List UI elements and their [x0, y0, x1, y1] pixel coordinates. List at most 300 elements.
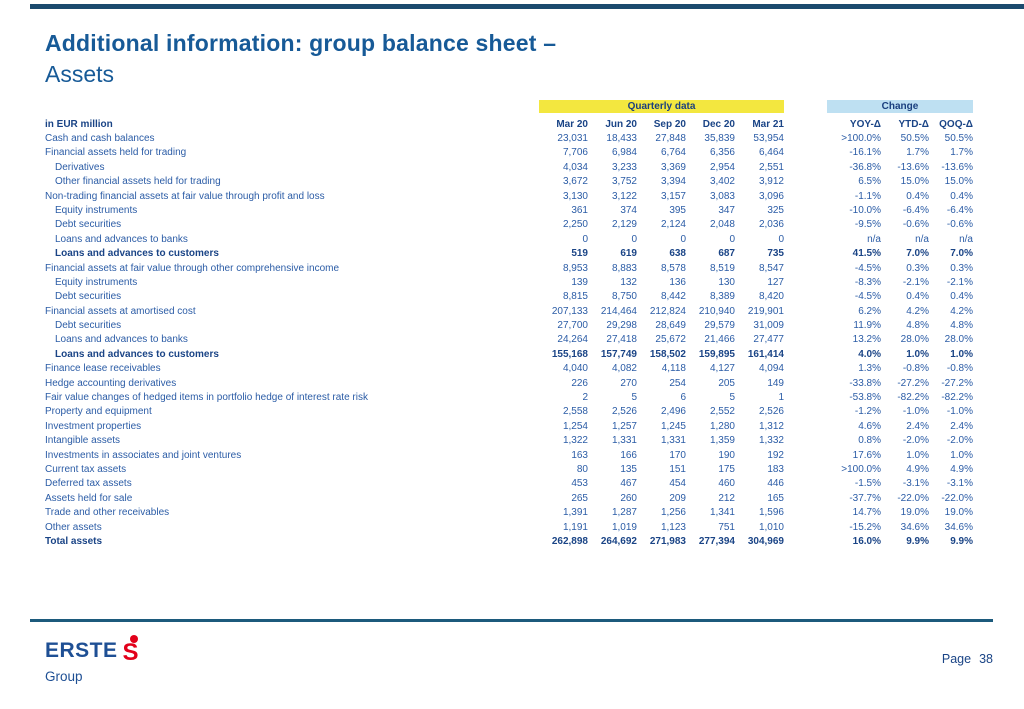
- ytd-change-value: -2.0%: [902, 435, 929, 447]
- ytd-change-value: 4.9%: [906, 463, 929, 475]
- table-row: [45, 420, 975, 434]
- yoy-change-value: 1.3%: [858, 363, 881, 375]
- quarter-value: 1: [778, 392, 784, 404]
- page-title-line2: Assets: [45, 61, 115, 88]
- quarter-value: 209: [669, 492, 686, 504]
- quarter-value: 0: [680, 233, 686, 245]
- ytd-change-value: 1.7%: [906, 147, 929, 159]
- quarter-value: 271,983: [649, 535, 686, 547]
- row-label: Current tax assets: [45, 463, 127, 475]
- row-label: Financial assets at fair value through other comprehensive income: [45, 262, 340, 274]
- column-gap: [784, 535, 827, 549]
- quarter-value: 6,984: [611, 147, 637, 159]
- row-label: Non-trading financial assets at fair value through profit and loss: [45, 190, 325, 202]
- quarter-value: 2,250: [562, 219, 588, 231]
- row-label: Debt securities: [55, 291, 122, 303]
- column-header-yoy: YOY-Δ: [849, 119, 881, 130]
- quarter-value: 31,009: [753, 320, 784, 332]
- ytd-change-value: 2.4%: [906, 420, 929, 432]
- ytd-change-value: 0.3%: [906, 262, 929, 274]
- page-number-value: 38: [979, 652, 993, 666]
- yoy-change-value: 6.5%: [858, 176, 881, 188]
- table-row: [45, 434, 975, 448]
- column-gap: [784, 218, 827, 232]
- yoy-change-value: 14.7%: [852, 507, 881, 519]
- yoy-change-value: >100.0%: [841, 133, 881, 144]
- qoq-change-value: 19.0%: [944, 507, 973, 519]
- column-gap: [784, 175, 827, 189]
- quarter-value: 1,332: [758, 435, 784, 447]
- qoq-change-value: 0.4%: [950, 291, 973, 303]
- column-gap: [784, 204, 827, 218]
- ytd-change-value: 1.0%: [906, 348, 929, 360]
- column-header-mar20: Mar 20: [556, 119, 588, 130]
- quarter-value: 219,901: [747, 305, 784, 317]
- quarter-value: 183: [767, 463, 784, 475]
- quarter-value: 361: [571, 204, 588, 216]
- ytd-change-value: 4.8%: [906, 320, 929, 332]
- quarter-value: 127: [767, 276, 784, 288]
- ytd-change-value: 0.4%: [906, 291, 929, 303]
- quarter-value: 2,048: [709, 219, 735, 231]
- quarter-value: 277,394: [698, 535, 735, 547]
- yoy-change-value: 4.0%: [858, 348, 881, 360]
- yoy-change-value: 0.8%: [858, 435, 881, 447]
- quarterly-data-band: Quarterly data: [539, 100, 784, 113]
- yoy-change-value: 11.9%: [853, 320, 881, 332]
- quarter-value: 270: [620, 377, 637, 389]
- quarter-value: 28,649: [655, 320, 686, 332]
- quarter-value: 1,245: [660, 420, 686, 432]
- column-gap: [784, 247, 827, 261]
- ytd-change-value: 1.0%: [906, 449, 929, 461]
- row-label: Loans and advances to banks: [55, 233, 188, 245]
- ytd-change-value: -27.2%: [897, 377, 929, 389]
- quarter-value: 27,418: [606, 334, 637, 346]
- quarter-value: 3,083: [709, 190, 735, 202]
- row-label: Debt securities: [55, 320, 122, 332]
- yoy-change-value: 41.5%: [852, 248, 881, 260]
- column-gap: [784, 276, 827, 290]
- quarter-value: 158,502: [649, 348, 686, 360]
- row-label: Fair value changes of hedged items in portfolio hedge of interest rate risk: [45, 392, 368, 404]
- quarter-value: 3,130: [562, 190, 588, 202]
- qoq-change-value: 28.0%: [944, 334, 973, 346]
- quarter-value: 8,883: [611, 262, 637, 274]
- row-label: Derivatives: [55, 161, 105, 173]
- row-label: Investment properties: [45, 420, 142, 432]
- qoq-change-value: -82.2%: [941, 392, 973, 404]
- quarter-value: 304,969: [747, 535, 784, 547]
- column-header-dec20: Dec 20: [702, 119, 735, 130]
- quarter-value: 4,127: [709, 363, 735, 375]
- table-row: [45, 405, 975, 419]
- quarter-value: 8,442: [660, 291, 686, 303]
- footer-rule: [30, 619, 993, 622]
- quarter-value: 157,749: [600, 348, 637, 360]
- quarter-value: 210,940: [698, 305, 735, 317]
- column-gap: [784, 305, 827, 319]
- balance-sheet-table: [45, 100, 975, 549]
- yoy-change-value: -1.5%: [854, 478, 881, 490]
- quarter-value: 751: [718, 521, 735, 533]
- row-label: Financial assets held for trading: [45, 147, 187, 159]
- quarter-value: 27,700: [557, 320, 588, 332]
- qoq-change-value: -1.0%: [946, 406, 973, 418]
- table-row: [45, 521, 975, 535]
- qoq-change-value: -6.4%: [946, 204, 973, 216]
- yoy-change-value: -8.3%: [854, 276, 881, 288]
- quarter-value: 2,124: [660, 219, 686, 231]
- quarter-value: 6,464: [758, 147, 784, 159]
- ytd-change-value: -0.8%: [902, 363, 929, 375]
- yoy-change-value: >100.0%: [841, 463, 881, 475]
- quarter-value: 27,477: [753, 334, 784, 346]
- quarter-value: 260: [620, 492, 637, 504]
- quarter-value: 1,123: [660, 521, 686, 533]
- quarter-value: 325: [767, 204, 784, 216]
- quarter-value: 1,191: [562, 521, 588, 533]
- ytd-change-value: -0.6%: [902, 219, 929, 231]
- page-title-line1: Additional information: group balance sheet –: [45, 30, 557, 56]
- ytd-change-value: 28.0%: [900, 334, 929, 346]
- quarter-value: 165: [767, 492, 784, 504]
- quarter-value: 192: [767, 449, 784, 461]
- quarter-value: 3,672: [562, 176, 588, 188]
- quarter-value: 136: [669, 276, 686, 288]
- quarter-value: 190: [718, 449, 735, 461]
- yoy-change-value: -9.5%: [854, 219, 881, 231]
- qoq-change-value: 4.2%: [950, 305, 973, 317]
- column-gap: [784, 290, 827, 304]
- quarter-value: 1,256: [660, 507, 686, 519]
- quarter-value: 25,672: [655, 334, 686, 346]
- quarter-value: 454: [669, 478, 686, 490]
- quarter-value: 374: [620, 204, 637, 216]
- yoy-change-value: 4.6%: [858, 420, 881, 432]
- quarter-value: 4,094: [758, 363, 784, 375]
- quarter-value: 2,954: [709, 161, 735, 173]
- quarter-value: 80: [576, 463, 588, 475]
- row-label: Cash and cash balances: [45, 133, 155, 144]
- qoq-change-value: 2.4%: [950, 420, 973, 432]
- row-label: Equity instruments: [55, 204, 138, 216]
- quarter-value: 1,331: [611, 435, 637, 447]
- quarter-value: 3,752: [611, 176, 637, 188]
- change-band: Change: [827, 100, 973, 113]
- table-row: [45, 262, 975, 276]
- row-label: Trade and other receivables: [45, 507, 170, 519]
- quarter-value: 1,010: [758, 521, 784, 533]
- table-row: [45, 218, 975, 232]
- quarter-value: 6: [680, 392, 686, 404]
- column-gap: [784, 477, 827, 491]
- row-label: Other financial assets held for trading: [55, 176, 221, 188]
- column-gap: [784, 233, 827, 247]
- quarter-value: 3,912: [758, 176, 784, 188]
- row-label: Hedge accounting derivatives: [45, 377, 177, 389]
- table-row: [45, 305, 975, 319]
- unit-label: in EUR million: [45, 119, 113, 130]
- ytd-change-value: -13.6%: [897, 161, 929, 173]
- quarter-value: 1,019: [611, 521, 637, 533]
- column-header-sep20: Sep 20: [653, 119, 686, 130]
- yoy-change-value: -33.8%: [849, 377, 881, 389]
- quarter-value: 264,692: [600, 535, 637, 547]
- quarter-value: 8,389: [709, 291, 735, 303]
- column-gap: [784, 362, 827, 376]
- quarter-value: 1,257: [611, 420, 637, 432]
- erste-logo-subtext: Group: [45, 669, 83, 684]
- table-row: [45, 463, 975, 477]
- quarter-value: 130: [718, 276, 735, 288]
- qoq-change-value: 4.8%: [950, 320, 973, 332]
- qoq-change-value: -2.0%: [946, 435, 973, 447]
- quarter-value: 1,287: [611, 507, 637, 519]
- column-gap: [784, 117, 827, 132]
- row-label: Loans and advances to customers: [55, 348, 219, 360]
- yoy-change-value: 16.0%: [852, 535, 881, 547]
- table-row: [45, 506, 975, 520]
- yoy-change-value: 17.6%: [852, 449, 881, 461]
- quarter-value: 2,036: [758, 219, 784, 231]
- quarter-value: 1,341: [709, 507, 735, 519]
- quarter-value: 6,764: [660, 147, 686, 159]
- quarter-value: 4,040: [562, 363, 588, 375]
- qoq-change-value: 4.9%: [950, 463, 973, 475]
- qoq-change-value: 0.3%: [950, 262, 973, 274]
- quarter-value: 1,322: [562, 435, 588, 447]
- quarter-value: 2,526: [758, 406, 784, 418]
- qoq-change-value: 34.6%: [944, 521, 973, 533]
- ytd-change-value: -2.1%: [902, 276, 929, 288]
- quarter-value: 8,420: [758, 291, 784, 303]
- quarter-value: 1,391: [562, 507, 588, 519]
- quarter-value: 6,356: [709, 147, 735, 159]
- quarter-value: 139: [571, 276, 588, 288]
- quarter-value: 619: [620, 248, 637, 260]
- table-row: [45, 449, 975, 463]
- qoq-change-value: -2.1%: [946, 276, 973, 288]
- ytd-change-value: 7.0%: [906, 248, 929, 260]
- qoq-change-value: -13.6%: [941, 161, 973, 173]
- table-row: [45, 377, 975, 391]
- yoy-change-value: -15.2%: [849, 521, 881, 533]
- yoy-change-value: 13.2%: [852, 334, 881, 346]
- quarter-value: 53,954: [753, 133, 784, 144]
- quarter-value: 446: [767, 478, 784, 490]
- qoq-change-value: 1.7%: [950, 147, 973, 159]
- row-label: Loans and advances to customers: [55, 248, 219, 260]
- qoq-change-value: 50.5%: [944, 133, 973, 144]
- quarter-value: 21,466: [704, 334, 735, 346]
- column-gap: [784, 132, 827, 146]
- quarter-value: 226: [571, 377, 588, 389]
- quarter-value: 5: [631, 392, 637, 404]
- erste-group-logo: [45, 640, 146, 684]
- table-row: [45, 290, 975, 304]
- yoy-change-value: -1.1%: [854, 190, 881, 202]
- row-label: Loans and advances to banks: [55, 334, 188, 346]
- page-number: [942, 652, 993, 666]
- table-row: [45, 146, 975, 160]
- quarter-value: 29,579: [704, 320, 735, 332]
- page-title: [45, 28, 556, 90]
- row-label: Intangible assets: [45, 435, 121, 447]
- quarter-value: 205: [718, 377, 735, 389]
- quarter-value: 3,233: [611, 161, 637, 173]
- ytd-change-value: -6.4%: [902, 204, 929, 216]
- quarter-value: 1,331: [660, 435, 686, 447]
- yoy-change-value: 6.2%: [858, 305, 881, 317]
- column-gap: [784, 333, 827, 347]
- quarter-value: 212: [718, 492, 735, 504]
- row-label: Other assets: [45, 521, 102, 533]
- row-label: Debt securities: [55, 219, 122, 231]
- row-label: Financial assets at amortised cost: [45, 305, 196, 317]
- table-row: [45, 161, 975, 175]
- row-label: Finance lease receivables: [45, 363, 161, 375]
- quarter-value: 1,280: [709, 420, 735, 432]
- column-gap: [784, 377, 827, 391]
- ytd-change-value: -82.2%: [897, 392, 929, 404]
- quarter-value: 3,122: [611, 190, 637, 202]
- quarter-value: 4,034: [562, 161, 588, 173]
- yoy-change-value: -4.5%: [854, 262, 881, 274]
- table-row: [45, 247, 975, 261]
- table-row: [45, 233, 975, 247]
- quarter-value: 2: [582, 392, 588, 404]
- quarter-value: 214,464: [600, 305, 637, 317]
- quarter-value: 8,547: [758, 262, 784, 274]
- table-row: [45, 348, 975, 362]
- table-row: [45, 190, 975, 204]
- column-header-ytd: YTD-Δ: [898, 119, 929, 130]
- quarter-value: 460: [718, 478, 735, 490]
- qoq-change-value: 9.9%: [950, 535, 973, 547]
- quarter-value: 159,895: [698, 348, 735, 360]
- quarter-value: 0: [729, 233, 735, 245]
- column-gap: [784, 521, 827, 535]
- column-gap: [784, 405, 827, 419]
- group-header-row: [45, 100, 975, 113]
- table-row: [45, 492, 975, 506]
- qoq-change-value: -3.1%: [946, 478, 973, 490]
- table-row: [45, 362, 975, 376]
- table-row: [45, 477, 975, 491]
- quarter-value: 35,839: [704, 133, 735, 144]
- quarter-value: 3,394: [660, 176, 686, 188]
- quarter-value: 163: [571, 449, 588, 461]
- quarter-value: 0: [778, 233, 784, 245]
- quarter-value: 29,298: [606, 320, 637, 332]
- qoq-change-value: 1.0%: [950, 348, 973, 360]
- erste-logo-text: ERSTE: [45, 639, 118, 662]
- quarter-value: 395: [669, 204, 686, 216]
- row-label: Property and equipment: [45, 406, 152, 418]
- quarter-value: 2,552: [709, 406, 735, 418]
- column-gap: [784, 434, 827, 448]
- yoy-change-value: -36.8%: [849, 161, 881, 173]
- quarter-value: 5: [729, 392, 735, 404]
- table-row: [45, 319, 975, 333]
- column-header-row: [45, 117, 975, 132]
- quarter-value: 2,496: [660, 406, 686, 418]
- quarter-value: 8,953: [562, 262, 588, 274]
- quarter-value: 1,359: [709, 435, 735, 447]
- quarter-value: 166: [620, 449, 637, 461]
- quarter-value: 161,414: [747, 348, 784, 360]
- quarter-value: 135: [620, 463, 637, 475]
- column-gap: [784, 146, 827, 160]
- column-gap: [784, 420, 827, 434]
- quarter-value: 151: [669, 463, 686, 475]
- table-row: [45, 276, 975, 290]
- row-label: Assets held for sale: [45, 492, 133, 504]
- ytd-change-value: 19.0%: [900, 507, 929, 519]
- quarter-value: 735: [767, 248, 784, 260]
- table-row: [45, 391, 975, 405]
- quarter-value: 347: [718, 204, 735, 216]
- column-header-qoq: QOQ-Δ: [939, 119, 973, 130]
- quarter-value: 453: [571, 478, 588, 490]
- column-gap: [784, 161, 827, 175]
- row-label: Investments in associates and joint ventures: [45, 449, 242, 461]
- quarter-value: 7,706: [562, 147, 588, 159]
- quarter-value: 175: [718, 463, 735, 475]
- qoq-change-value: -0.6%: [946, 219, 973, 231]
- quarter-value: 3,369: [660, 161, 686, 173]
- quarter-value: 4,082: [611, 363, 637, 375]
- quarter-value: 3,096: [758, 190, 784, 202]
- quarter-value: 1,596: [758, 507, 784, 519]
- quarter-value: 519: [571, 248, 588, 260]
- quarter-value: 18,433: [606, 133, 637, 144]
- qoq-change-value: n/a: [959, 233, 973, 245]
- quarter-value: 212,824: [649, 305, 686, 317]
- yoy-change-value: -4.5%: [854, 291, 881, 303]
- ytd-change-value: 0.4%: [906, 190, 929, 202]
- qoq-change-value: -0.8%: [946, 363, 973, 375]
- column-gap: [784, 463, 827, 477]
- ytd-change-value: n/a: [915, 233, 929, 245]
- yoy-change-value: -53.8%: [849, 392, 881, 404]
- ytd-change-value: -22.0%: [897, 492, 929, 504]
- column-gap: [784, 319, 827, 333]
- column-gap: [784, 506, 827, 520]
- table-body: [45, 132, 975, 549]
- quarter-value: 3,402: [709, 176, 735, 188]
- ytd-change-value: 34.6%: [900, 521, 929, 533]
- quarter-value: 3,157: [660, 190, 686, 202]
- quarter-value: 0: [631, 233, 637, 245]
- quarter-value: 2,551: [758, 161, 784, 173]
- quarter-value: 207,133: [551, 305, 588, 317]
- quarter-value: 265: [571, 492, 588, 504]
- quarter-value: 2,129: [611, 219, 637, 231]
- quarter-value: 8,519: [709, 262, 735, 274]
- column-gap: [784, 449, 827, 463]
- yoy-change-value: -16.1%: [849, 147, 881, 159]
- qoq-change-value: -22.0%: [941, 492, 973, 504]
- quarter-value: 638: [669, 248, 686, 260]
- ytd-change-value: 50.5%: [900, 133, 929, 144]
- ytd-change-value: 15.0%: [900, 176, 929, 188]
- row-label: Deferred tax assets: [45, 478, 132, 490]
- page-label: Page: [941, 652, 972, 666]
- qoq-change-value: 1.0%: [950, 449, 973, 461]
- table-row: [45, 175, 975, 189]
